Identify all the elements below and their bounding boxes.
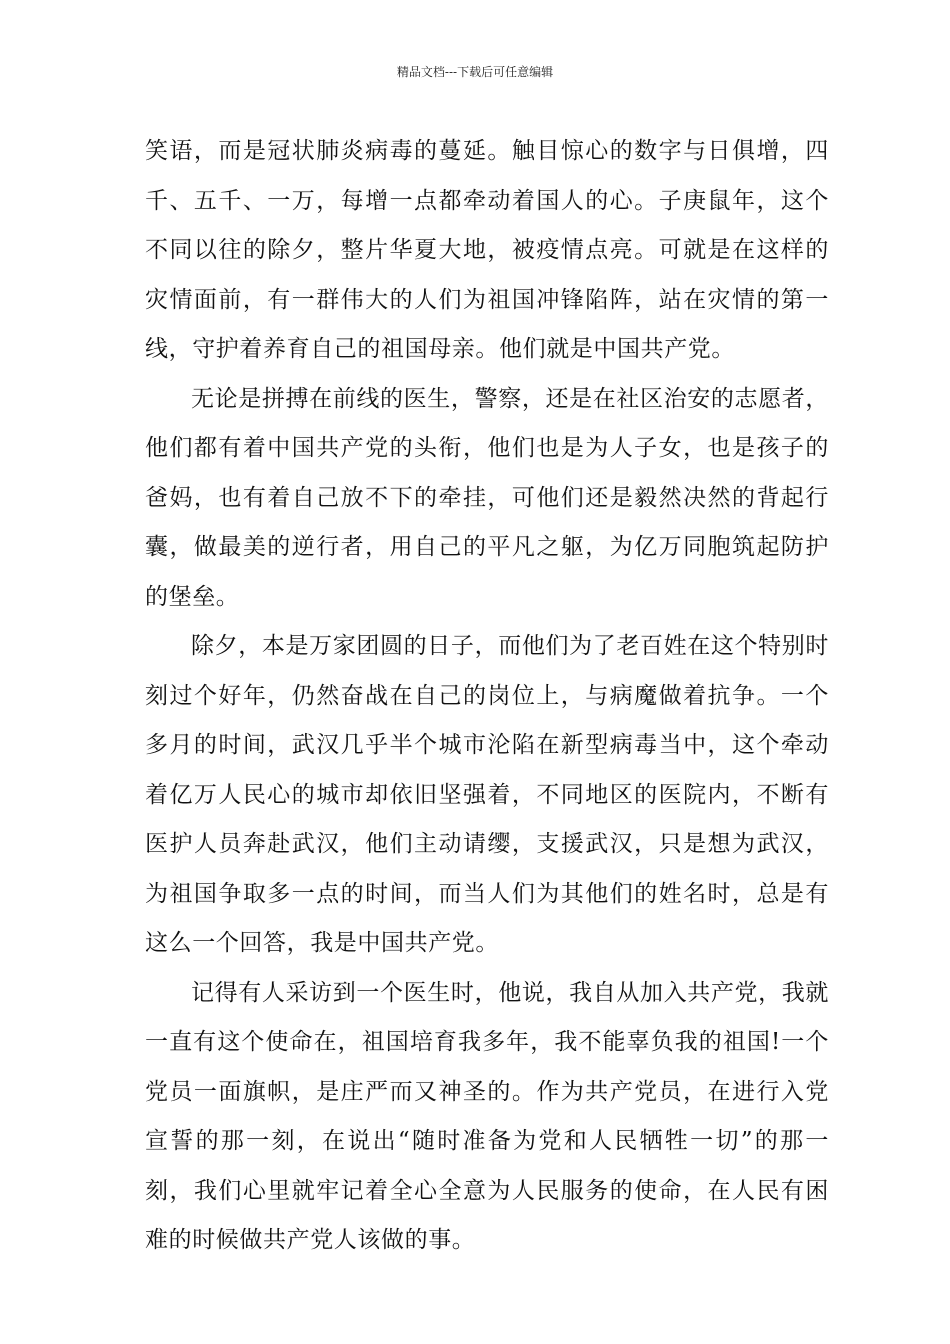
document-body — [145, 127, 829, 1266]
paragraph-3: 除夕，本是万家团圆的日子，而他们为了老百姓在这个特别时刻过个好年，仍然奋战在自己的岗位上，与病魔做着抗争。一个多月的时间，武汉几乎半个城市沦陷在新型病毒当中，这个牵动着亿万人民心的城市却依旧坚强着，不同地区的医院内，不断有医护人员奔赴武汉，他们主动请缨，支援武汉，只是想为武汉，为祖国争取多一点的时间，而当人们为其他们的姓名时，总是有这么一个回答，我是中国共产党。 — [145, 633, 829, 956]
page-header: 精品文档---下载后可任意编辑 — [396, 65, 554, 79]
paragraph-4: 记得有人采访到一个医生时，他说，我自从加入共产党，我就一直有这个使命在，祖国培育我多年，我不能辜负我的祖国!一个党员一面旗帜，是庄严而又神圣的。作为共产党员，在进行入党宣誓的那一刻，在说出“随时准备为党和人民牺牲一切”的那一刻，我们心里就牢记着全心全意为人民服务的使命，在人民有困难的时候做共产党人该做的事。 — [145, 979, 829, 1253]
paragraph-2: 无论是拼搏在前线的医生，警察，还是在社区治安的志愿者，他们都有着中国共产党的头衔，他们也是为人子女，也是孩子的爸妈，也有着自己放不下的牵挂，可他们还是毅然决然的背起行囊，做最美的逆行者，用自己的平凡之躯，为亿万同胞筑起防护的堡垒。 — [145, 385, 829, 610]
paragraph-1: 笑语，而是冠状肺炎病毒的蔓延。触目惊心的数字与日俱增，四千、五千、一万，每增一点都牵动着国人的心。子庚鼠年，这个不同以往的除夕，整片华夏大地，被疫情点亮。可就是在这样的灾情面前，有一群伟大的人们为祖国冲锋陷阵，站在灾情的第一线，守护着养育自己的祖国母亲。他们就是中国共产党。 — [145, 138, 829, 362]
